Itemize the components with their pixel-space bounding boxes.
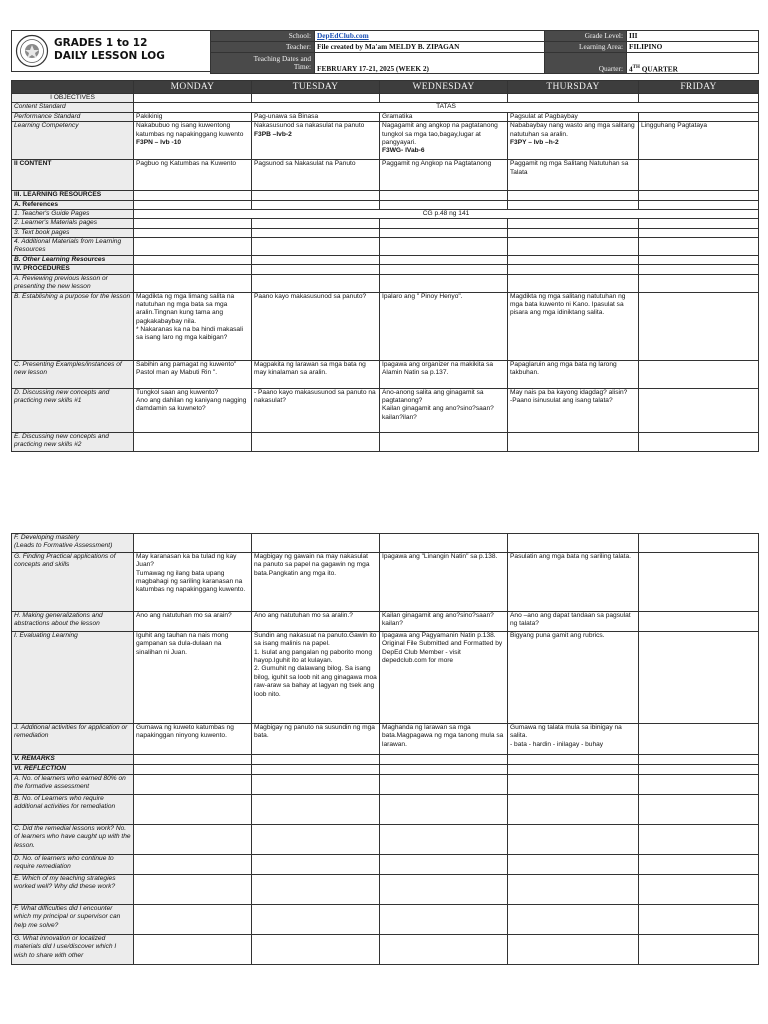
learning-competency-label: Learning Competency	[12, 122, 134, 160]
textbook-pages-label: 3. Text book pages	[12, 228, 134, 237]
proc-c-mon: Sabihin ang pamagat ng kuwento" Pastol man ay Mabuti Rin ".	[134, 360, 252, 388]
proc-d-thu: May nais pa ba kayong idagdag? alisin? -Paano isinusulat ang isang talata?	[508, 388, 639, 432]
proc-b-thu: Magdikta ng mga salitang natutuhan ng mga bata kuwento ni Kano. Ipasulat sa pisara ang mga idiniktang salita.	[508, 292, 639, 360]
quarter-number: 4	[629, 63, 633, 73]
proc-h-tue: Ano ang natutuhan mo sa aralin.?	[252, 612, 380, 632]
header-corner	[12, 81, 134, 94]
school-link[interactable]: DepEdClub.com	[317, 30, 369, 40]
additional-materials-label: 4. Additional Materials from Learning Resources	[12, 237, 134, 255]
quarter-suffix: TH	[632, 64, 640, 70]
proc-g-tue: Magbigay ng gawain na may nakasulat na panuto sa papel na gagawin ng mga bata.Pangkatin ang mga ito.	[252, 553, 380, 612]
lc-tue-code: F3PB –Ivb-2	[254, 130, 292, 138]
reflection-a-label: A. No. of learners who earned 80% on the formative assessment	[12, 775, 134, 795]
lc-wed-text: Nagagamit ang angkop na pagtatanong tungkol sa mga tao,bagay,lugar at pangyayari.	[382, 122, 498, 146]
content-tue: Pagsunod sa Nakasulat na Panuto	[252, 160, 380, 191]
learning-competency-fri: Lingguhang Pagtataya	[639, 122, 759, 160]
teaching-dates-label-2: Time:	[293, 62, 311, 71]
performance-standard-tue: Pag-unawa sa Binasa	[252, 112, 380, 121]
proc-a-label: A. Reviewing previous lesson or presenting the new lesson	[12, 274, 134, 292]
day-friday: FRIDAY	[639, 81, 759, 94]
lc-wed-code: F3WG- IVab-6	[382, 147, 425, 155]
proc-d-mon: Tungkol saan ang kuwento? Ano ang dahilan ng kaniyang nagging damdamin sa kuwneto?	[134, 388, 252, 432]
reflection-b-label: B. No. of Learners who require additional activities for remediation	[12, 795, 134, 825]
performance-standard-thu: Pagsulat at Pagbaybay	[508, 112, 639, 121]
header-title-line-2: DAILY LESSON LOG	[54, 50, 165, 62]
lesson-log-table-page-2	[11, 533, 759, 965]
proc-g-fri	[639, 553, 759, 612]
proc-j-thu: Gumawa ng talata mula sa ibinigay na salita. - bata - hardin - inilagay - buhay	[508, 724, 639, 755]
objectives-heading: I OBJECTIVES	[12, 94, 134, 103]
proc-h-label: H. Making generalizations and abstractions about the lesson	[12, 612, 134, 632]
content-standard-label: Content Standard	[12, 103, 134, 112]
proc-j-label: J. Additional activities for application or remediation	[12, 724, 134, 755]
school-label: School:	[211, 31, 315, 42]
school-link-cell[interactable]	[315, 31, 545, 42]
lc-thu-code: F3PY – Ivb –h-2	[510, 138, 559, 146]
learning-area-label: Learning Area:	[545, 42, 627, 53]
remarks-label: V. REMARKS	[12, 755, 134, 765]
content-fri	[639, 160, 759, 191]
teaching-dates-value: FEBRUARY 17-21, 2025 (WEEK 2)	[315, 53, 545, 74]
learning-competency-thu	[508, 122, 639, 160]
performance-standard-wed: Gramatika	[380, 112, 508, 121]
procedures-label: IV. PROCEDURES	[12, 265, 134, 274]
proc-j-fri	[639, 724, 759, 755]
proc-g-thu: Pasulatin ang mga bata ng sariling talata.	[508, 553, 639, 612]
proc-d-wed: Ano-anong salita ang ginagamit sa pagtatanong? Kailan ginagamit ang ano?sino?saan?kailan?ilan?	[380, 388, 508, 432]
day-tuesday: TUESDAY	[252, 81, 380, 94]
proc-f-label: F. Developing mastery (Leads to Formative Assessment)	[12, 534, 134, 553]
teacher-value: File created by Ma'am MELDY B. ZIPAGAN	[315, 42, 545, 53]
content-wed: Paggamit ng Angkop na Pagtatanong	[380, 160, 508, 191]
lc-tue-text: Nakasusunod sa nakasulat na panuto	[254, 122, 365, 130]
proc-i-fri	[639, 632, 759, 724]
proc-c-label: C. Presenting Examples/instances of new lesson	[12, 360, 134, 388]
grade-level-label: Grade Level:	[545, 31, 627, 42]
reflection-label: VI. REFLECTION	[12, 765, 134, 775]
proc-i-thu: Bigyang puna gamit ang rubrics.	[508, 632, 639, 724]
proc-c-tue: Magpakita ng larawan sa mga bata ng may kinalaman sa aralin.	[252, 360, 380, 388]
proc-e-label: E. Discussing new concepts and practicing new skills #2	[12, 432, 134, 451]
reflection-d-label: D. No. of learners who continue to require remediation	[12, 855, 134, 875]
teaching-dates-label-1: Teaching Dates and	[253, 53, 311, 63]
header-title-line-1: GRADES 1 to 12	[54, 37, 148, 49]
performance-standard-fri	[639, 112, 759, 121]
learning-resources-label: III. LEARNING RESOURCES	[12, 191, 134, 200]
lc-thu-text: Nababaybay nang wasto ang mga salitang natutuhan sa aralin.	[510, 122, 635, 138]
quarter-label: Quarter:	[545, 53, 627, 74]
proc-i-tue: Sundin ang nakasuat na panuto.Gawin ito sa isang malinis na papel. 1. Isulat ang pangalan ng paborito mong hayop.Iguhit ito at kulayan. 2. Gumuhit ng dalawang bilog. Sa isang bilog, iguhit sa loob nit ang ginagawa moa raw-araw sa bahay at lagyan ng tsek ang loob nito.	[252, 632, 380, 724]
proc-i-label: I. Evaluating Learning	[12, 632, 134, 724]
proc-c-thu: Papaglaruin ang mga bata ng larong takbuhan.	[508, 360, 639, 388]
learning-area-value: FILIPINO	[627, 42, 759, 53]
proc-c-fri	[639, 360, 759, 388]
proc-b-wed: Ipalaro ang " Pinoy Henyo".	[380, 292, 508, 360]
quarter-word: QUARTER	[639, 63, 678, 73]
proc-i-wed: Ipagawa ang Pagyamanin Natin p.138. Original File Submitted and Formatted by DepEd Club Member - visit depedclub.com for more	[380, 632, 508, 724]
proc-g-mon: May karanasan ka ba tulad ng kay Juan? Tumawag ng ilang bata upang magbahagi ng sariling karanasan na katumbas ng napakinggang kuwento.	[134, 553, 252, 612]
proc-j-tue: Magbigay ng panuto na susundin ng mga bata.	[252, 724, 380, 755]
content-mon: Pagbuo ng Katumbas na Kuwento	[134, 160, 252, 191]
proc-i-mon: Iguhit ang tauhan na nais mong gampanan sa dula-dulaan na sinalihan ni Juan.	[134, 632, 252, 724]
references-label: A. References	[12, 200, 134, 209]
proc-h-wed: Kailan ginagamit ang ano?sino?saan?kailan?	[380, 612, 508, 632]
grade-level-value: III	[627, 31, 759, 42]
teaching-dates-label	[211, 53, 315, 74]
proc-b-tue: Paano kayo makasusunod sa panuto?	[252, 292, 380, 360]
proc-g-label: G. Finding Practical applications of concepts and skills	[12, 553, 134, 612]
day-wednesday: WEDNESDAY	[380, 81, 508, 94]
proc-h-thu: Ano –ano ang dapat tandaan sa pagsulat ng talata?	[508, 612, 639, 632]
reflection-e-label: E. Which of my teaching strategies worked well? Why did these work?	[12, 875, 134, 905]
content-standard-value: TATAS	[134, 103, 759, 112]
header-title-box	[11, 30, 212, 72]
proc-b-mon	[134, 292, 252, 360]
proc-b-mon-2: * Nakaranas ka na ba hindi makasali sa isang laro ng mga kaibigan?	[136, 326, 244, 342]
learning-competency-wed	[380, 122, 508, 160]
reflection-g-label: G. What innovation or localized materials did I use/discover which I wish to share with other	[12, 935, 134, 965]
reflection-f-label: F. What difficulties did I encounter which my principal or supervisor can help me solve?	[12, 905, 134, 935]
performance-standard-mon: Pakikinig	[134, 112, 252, 121]
day-monday: MONDAY	[134, 81, 252, 94]
proc-b-fri	[639, 292, 759, 360]
day-thursday: THURSDAY	[508, 81, 639, 94]
learning-competency-mon	[134, 122, 252, 160]
reflection-c-label: C. Did the remedial lessons work? No. of learners who have caught up with the lesson.	[12, 825, 134, 855]
header-info-table	[210, 30, 759, 74]
proc-j-wed: Maghanda ng larawan sa mga bata.Magpagawa ng mga tanong mula sa larawan.	[380, 724, 508, 755]
proc-h-mon: Ano ang natutuhan mo sa arain?	[134, 612, 252, 632]
lc-mon-text: Nakabubuo ng isang kuwentong katumbas ng napakinggang kuwento	[136, 122, 244, 138]
proc-b-label: B. Establishing a purpose for the lesson	[12, 292, 134, 360]
proc-j-mon: Gumawa ng kuweto katumbas ng napakinggan ninyong kuwento.	[134, 724, 252, 755]
proc-g-wed: Ipagawa ang "Linangin Natin" sa p.138.	[380, 553, 508, 612]
proc-d-fri	[639, 388, 759, 432]
teacher-label: Teacher:	[211, 42, 315, 53]
other-resources-label: B. Other Learning Resources	[12, 255, 134, 264]
lesson-log-table-page-1	[11, 80, 759, 452]
performance-standard-label: Performance Standard	[12, 112, 134, 121]
learners-materials-label: 2. Learner's Materials pages	[12, 219, 134, 228]
proc-b-mon-1: Magdikta ng mga limang salita na natutuhan ng mga bata sa mga aralin.Tingnan kung tama ang pagkakabaybay nila.	[136, 292, 235, 325]
proc-d-label: D. Discussing new concepts and practicing new skills #1	[12, 388, 134, 432]
content-label: II CONTENT	[12, 160, 134, 191]
teachers-guide-label: 1. Teacher's Guide Pages	[12, 209, 134, 218]
quarter-value	[627, 53, 759, 74]
teachers-guide-value: CG p.48 ng 141	[134, 209, 759, 218]
proc-h-fri	[639, 612, 759, 632]
proc-c-wed: Ipagawa ang organizer na makikita sa Alamin Natin sa p.137.	[380, 360, 508, 388]
proc-d-tue: - Paano kayo makasusunod sa panuto na nakasulat?	[252, 388, 380, 432]
learning-competency-tue	[252, 122, 380, 160]
deped-seal-logo-icon	[15, 34, 49, 68]
content-thu: Paggamit ng mga Salitang Natutuhan sa Talata	[508, 160, 639, 191]
lc-mon-code: F3PN – Ivb -10	[136, 138, 182, 146]
